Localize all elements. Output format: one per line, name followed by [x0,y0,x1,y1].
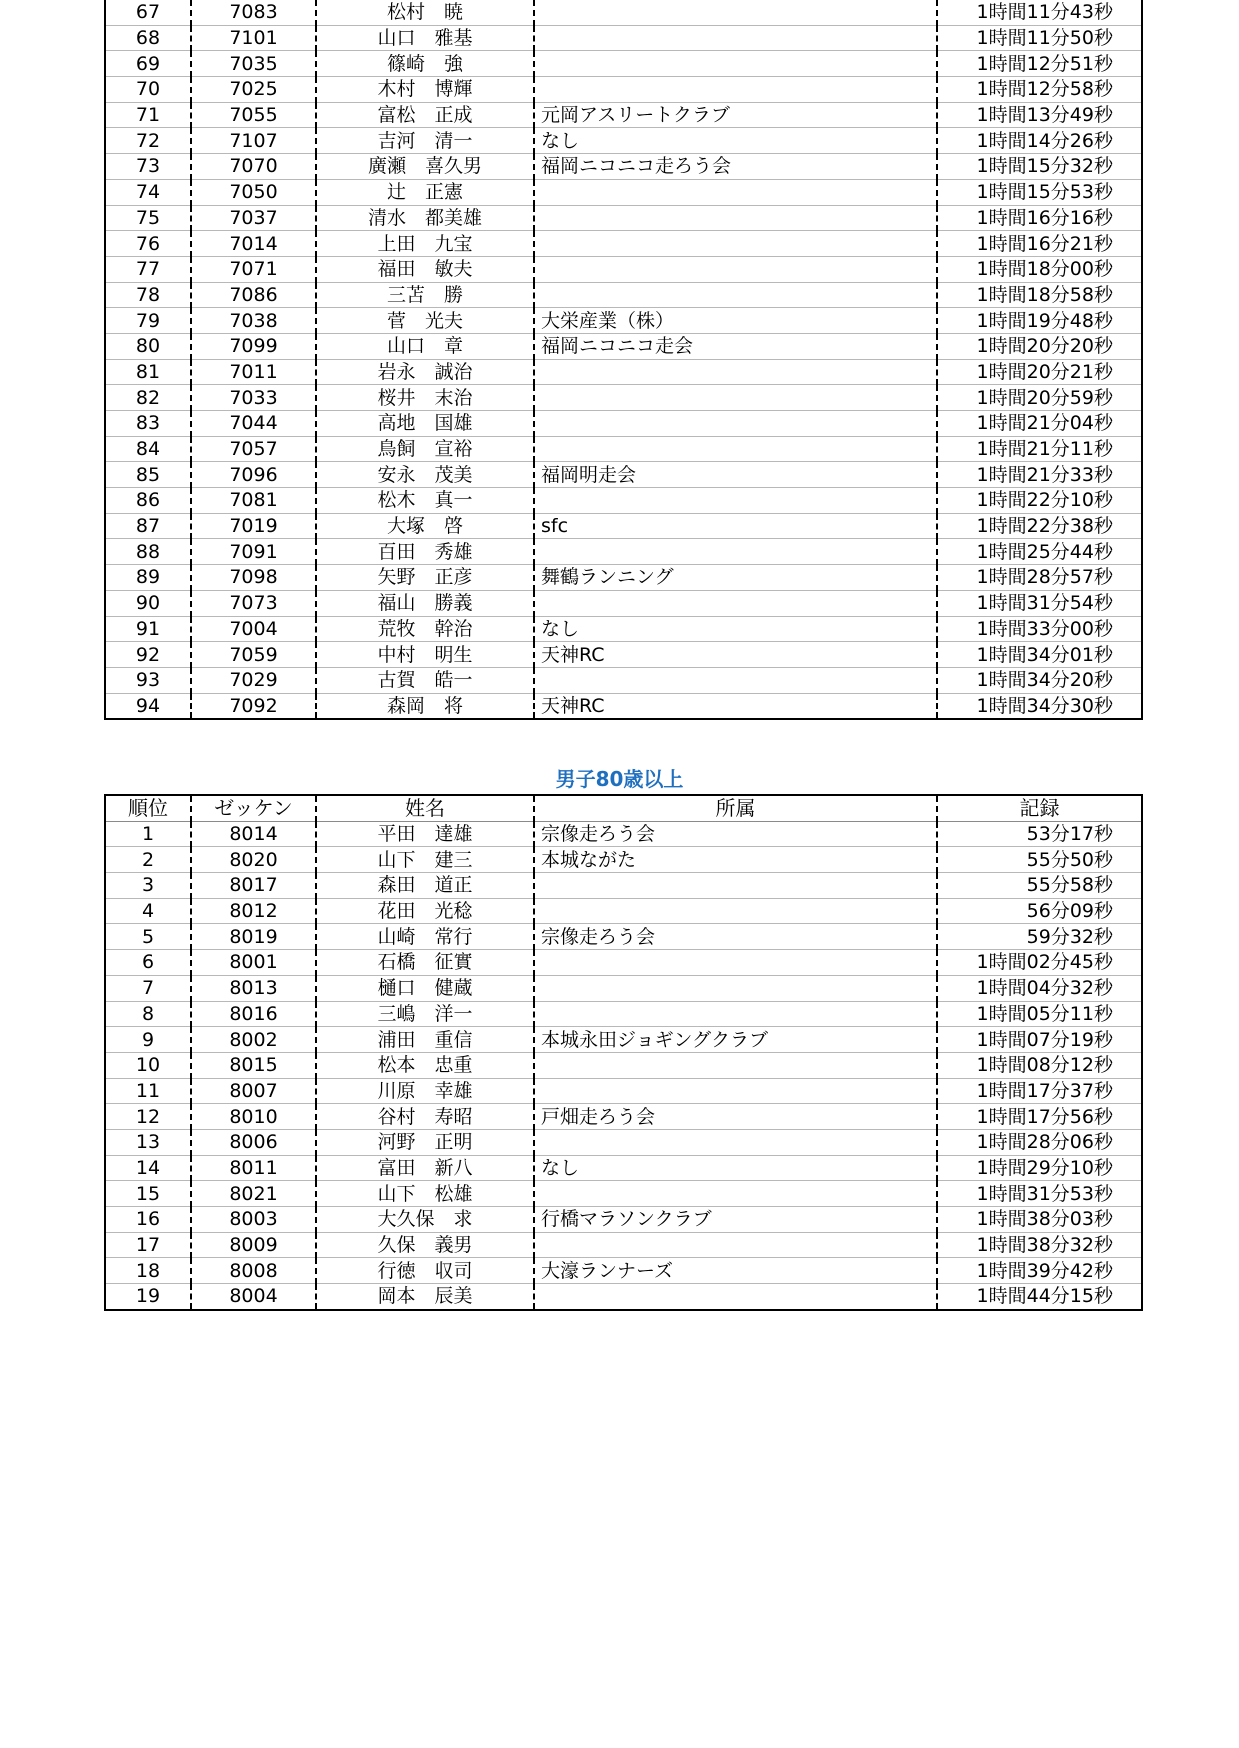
cell-club: 天神RC [534,693,937,719]
cell-club: 本城ながた [534,847,937,873]
cell-rank: 88 [105,539,191,565]
cell-club: 本城永田ジョギングクラブ [534,1027,937,1053]
cell-time: 55分58秒 [937,873,1142,899]
cell-bib: 8009 [191,1232,316,1258]
cell-bib: 8006 [191,1129,316,1155]
cell-club [534,385,937,411]
table-row [105,0,1142,25]
cell-bib: 7037 [191,205,316,231]
cell-club: 行橋マラソンクラブ [534,1207,937,1233]
cell-name: 谷村 寿昭 [316,1104,534,1130]
cell-name: 岩永 誠治 [316,359,534,385]
header-row [105,795,1142,821]
cell-rank: 80 [105,333,191,359]
cell-bib: 7057 [191,436,316,462]
cell-rank: 82 [105,385,191,411]
cell-bib: 7092 [191,693,316,719]
cell-club [534,667,937,693]
cell-name: 荒牧 幹治 [316,616,534,642]
cell-bib: 7099 [191,333,316,359]
table-row [105,205,1142,231]
cell-time: 1時間34分20秒 [937,667,1142,693]
cell-name: 清水 都美雄 [316,205,534,231]
cell-rank: 4 [105,898,191,924]
table-row [105,333,1142,359]
cell-bib: 7101 [191,25,316,51]
cell-name: 山下 松雄 [316,1181,534,1207]
cell-name: 大塚 啓 [316,513,534,539]
cell-bib: 8011 [191,1155,316,1181]
cell-time: 1時間31分54秒 [937,590,1142,616]
table-row [105,1232,1142,1258]
table-row [105,51,1142,77]
cell-name: 富田 新八 [316,1155,534,1181]
cell-rank: 77 [105,256,191,282]
cell-name: 廣瀬 喜久男 [316,154,534,180]
cell-time: 1時間44分15秒 [976,1285,1113,1308]
cell-club [534,488,937,514]
cell-rank: 72 [105,128,191,154]
table-row [105,590,1142,616]
cell-club: 福岡明走会 [534,462,937,488]
table-row [105,1258,1142,1284]
cell-bib: 7096 [191,462,316,488]
cell-club [534,1052,937,1078]
table-row [105,462,1142,488]
cell-club [534,25,937,51]
results-table-80-plus [104,794,1143,1311]
cell-rank: 16 [105,1207,191,1233]
cell-name: 吉河 清一 [316,128,534,154]
cell-rank: 2 [105,847,191,873]
cell-name: 樋口 健蔵 [316,975,534,1001]
table-row [105,1027,1142,1053]
cell-club [534,590,937,616]
cell-bib: 8007 [191,1078,316,1104]
table-row [105,667,1142,693]
cell-club: 福岡ニコニコ走会 [534,333,937,359]
cell-time: 1時間17分56秒 [937,1104,1142,1130]
cell-name: 桜井 末治 [316,385,534,411]
cell-rank: 87 [105,513,191,539]
cell-club [534,539,937,565]
results-table-continued [104,0,1143,720]
cell-time: 1時間07分19秒 [937,1027,1142,1053]
cell-club: 宗像走ろう会 [534,924,937,950]
table-row [105,539,1142,565]
cell-bib: 8020 [191,847,316,873]
cell-bib: 7050 [191,179,316,205]
cell-rank: 75 [105,205,191,231]
cell-name: 岡本 辰美 [316,1284,534,1310]
cell-name: 福山 勝義 [316,590,534,616]
cell-bib: 7004 [191,616,316,642]
cell-time: 55分50秒 [937,847,1142,873]
table-row [105,873,1142,899]
cell-time: 56分09秒 [937,898,1142,924]
cell-rank: 92 [105,642,191,668]
cell-rank: 17 [105,1232,191,1258]
cell-club [534,873,937,899]
cell-rank: 83 [105,411,191,437]
cell-rank: 12 [105,1104,191,1130]
table-row [105,565,1142,591]
cell-club [534,1001,937,1027]
table-row [105,256,1142,282]
cell-bib: 7059 [191,642,316,668]
table-row [105,1129,1142,1155]
cell-rank: 79 [105,308,191,334]
header-time: 記録 [937,795,1142,821]
cell-rank: 69 [105,51,191,77]
table-row [105,102,1142,128]
cell-time: 1時間22分10秒 [937,488,1142,514]
cell-bib: 7019 [191,513,316,539]
cell-name: 百田 秀雄 [316,539,534,565]
cell-name: 菅 光夫 [316,308,534,334]
cell-rank: 71 [105,102,191,128]
cell-time: 1時間38分03秒 [937,1207,1142,1233]
cell-time: 1時間18分00秒 [937,256,1142,282]
cell-time: 1時間19分48秒 [937,308,1142,334]
cell-club: 戸畑走ろう会 [534,1104,937,1130]
header-name: 姓名 [316,795,534,821]
cell-club: 大栄産業（株） [534,308,937,334]
cell-bib: 7029 [191,667,316,693]
cell-bib: 7014 [191,231,316,257]
table-row [105,847,1142,873]
cell-club: 元岡アスリートクラブ [534,102,937,128]
cell-rank: 91 [105,616,191,642]
cell-time: 1時間28分57秒 [937,565,1142,591]
cell-club: なし [534,616,937,642]
table-row [105,1181,1142,1207]
cell-bib: 8019 [191,924,316,950]
cell-club [534,282,937,308]
cell-rank: 68 [105,25,191,51]
table-row [105,231,1142,257]
cell-club: なし [534,1155,937,1181]
cell-club: 宗像走ろう会 [534,821,937,847]
cell-rank: 86 [105,488,191,514]
cell-bib: 7025 [191,77,316,103]
cell-rank: 5 [105,924,191,950]
cell-club: sfc [534,513,937,539]
table-row [105,488,1142,514]
cell-club [534,950,937,976]
table-row [105,513,1142,539]
cell-name: 森岡 将 [316,693,534,719]
cell-name: 中村 明生 [316,642,534,668]
header-rank: 順位 [105,795,191,821]
cell-name: 高地 国雄 [316,411,534,437]
cell-name: 木村 博輝 [316,77,534,103]
cell-name: 山下 建三 [316,847,534,873]
cell-rank: 10 [105,1052,191,1078]
cell-rank: 18 [105,1258,191,1284]
cell-name: 平田 達雄 [316,821,534,847]
cell-time: 1時間16分21秒 [937,231,1142,257]
cell-rank: 84 [105,436,191,462]
cell-name: 矢野 正彦 [316,565,534,591]
cell-time: 1時間25分44秒 [937,539,1142,565]
cell-club: 舞鶴ランニング [534,565,937,591]
table-row [105,924,1142,950]
cell-name: 川原 幸雄 [316,1078,534,1104]
cell-club: 天神RC [534,642,937,668]
cell-name: 古賀 皓一 [316,667,534,693]
cell-rank: 93 [105,667,191,693]
table-row [105,616,1142,642]
cell-time: 1時間05分11秒 [937,1001,1142,1027]
cell-bib: 7107 [191,128,316,154]
cell-club [534,77,937,103]
cell-name: 辻 正憲 [316,179,534,205]
cell-club [534,975,937,1001]
cell-club: 福岡ニコニコ走ろう会 [534,154,937,180]
cell-club [534,256,937,282]
cell-time: 1時間15分53秒 [937,179,1142,205]
cell-rank: 70 [105,77,191,103]
cell-bib: 7083 [191,0,316,25]
cell-bib: 8021 [191,1181,316,1207]
cell-club: なし [534,128,937,154]
table-row [105,1284,1142,1310]
cell-name: 山口 雅基 [316,25,534,51]
cell-name: 行徳 収司 [316,1258,534,1284]
table-row [105,693,1142,719]
cell-name: 森田 道正 [316,873,534,899]
table-row [105,308,1142,334]
cell-time: 1時間12分51秒 [937,51,1142,77]
table-row [105,359,1142,385]
table-row [105,77,1142,103]
cell-club [534,1078,937,1104]
cell-club [534,179,937,205]
cell-rank: 85 [105,462,191,488]
table-row [105,154,1142,180]
table-row [105,950,1142,976]
table-row [105,385,1142,411]
header-bib: ゼッケン [191,795,316,821]
cell-rank: 78 [105,282,191,308]
cell-rank: 67 [105,0,191,25]
cell-time: 1時間20分20秒 [937,333,1142,359]
table-row [105,975,1142,1001]
results-table-body [105,0,1142,719]
cell-bib: 7081 [191,488,316,514]
cell-time: 1時間21分11秒 [937,436,1142,462]
cell-name: 上田 九宝 [316,231,534,257]
cell-rank: 74 [105,179,191,205]
cell-bib: 7011 [191,359,316,385]
cell-rank: 8 [105,1001,191,1027]
cell-time: 1時間28分06秒 [937,1129,1142,1155]
cell-rank: 14 [105,1155,191,1181]
cell-rank: 76 [105,231,191,257]
cell-time: 1時間14分26秒 [937,128,1142,154]
cell-time: 53分17秒 [937,821,1142,847]
cell-club [534,231,937,257]
cell-rank: 13 [105,1129,191,1155]
cell-name: 富松 正成 [316,102,534,128]
cell-name: 福田 敏夫 [316,256,534,282]
cell-bib: 7033 [191,385,316,411]
cell-club [534,411,937,437]
cell-club [534,205,937,231]
cell-name: 大久保 求 [316,1207,534,1233]
cell-club [534,1129,937,1155]
cell-time: 1時間21分33秒 [937,462,1142,488]
cell-time: 1時間22分38秒 [937,513,1142,539]
cell-rank: 1 [105,821,191,847]
cell-bib: 8013 [191,975,316,1001]
cell-time: 1時間33分00秒 [937,616,1142,642]
cell-time: 1時間34分01秒 [937,642,1142,668]
cell-time: 59分32秒 [937,924,1142,950]
cell-time: 1時間17分37秒 [937,1078,1142,1104]
cell-time: 1時間34分30秒 [976,694,1113,717]
cell-time: 1時間12分58秒 [937,77,1142,103]
cell-bib: 8015 [191,1052,316,1078]
cell-rank: 73 [105,154,191,180]
cell-rank: 15 [105,1181,191,1207]
cell-rank: 6 [105,950,191,976]
cell-bib: 8014 [191,821,316,847]
cell-rank: 81 [105,359,191,385]
cell-time: 1時間18分58秒 [937,282,1142,308]
cell-rank: 89 [105,565,191,591]
table-row [105,1001,1142,1027]
cell-time: 1時間29分10秒 [937,1155,1142,1181]
cell-name: 松村 暁 [316,0,534,25]
cell-bib: 7073 [191,590,316,616]
cell-club [534,51,937,77]
table-row [105,1104,1142,1130]
cell-bib: 7098 [191,565,316,591]
table-row [105,642,1142,668]
cell-time: 1時間31分53秒 [937,1181,1142,1207]
cell-bib: 7070 [191,154,316,180]
cell-rank: 90 [105,590,191,616]
cell-bib: 7071 [191,256,316,282]
table-row [105,1155,1142,1181]
cell-bib: 8004 [191,1284,316,1310]
results-table-body [105,821,1142,1310]
cell-bib: 7044 [191,411,316,437]
cell-bib: 8016 [191,1001,316,1027]
cell-rank: 3 [105,873,191,899]
cell-time: 1時間02分45秒 [937,950,1142,976]
cell-name: 河野 正明 [316,1129,534,1155]
table-row [105,282,1142,308]
header-club: 所属 [534,795,937,821]
table-row [105,821,1142,847]
table-row [105,128,1142,154]
cell-name: 山崎 常行 [316,924,534,950]
cell-time: 1時間20分59秒 [937,385,1142,411]
cell-name: 久保 義男 [316,1232,534,1258]
cell-club [534,1181,937,1207]
table-row [105,179,1142,205]
cell-rank: 94 [105,693,191,719]
cell-time: 1時間04分32秒 [937,975,1142,1001]
table-row [105,411,1142,437]
cell-bib: 7035 [191,51,316,77]
cell-bib: 8001 [191,950,316,976]
cell-rank: 7 [105,975,191,1001]
table-row [105,25,1142,51]
cell-bib: 8010 [191,1104,316,1130]
cell-name: 浦田 重信 [316,1027,534,1053]
cell-time: 1時間21分04秒 [937,411,1142,437]
cell-time: 1時間39分42秒 [937,1258,1142,1284]
cell-time: 1時間11分43秒 [937,0,1142,25]
cell-name: 安永 茂美 [316,462,534,488]
cell-name: 三嶋 洋一 [316,1001,534,1027]
cell-name: 三苫 勝 [316,282,534,308]
table-row [105,1052,1142,1078]
cell-name: 篠崎 強 [316,51,534,77]
cell-bib: 8012 [191,898,316,924]
table-row [105,1078,1142,1104]
cell-time: 1時間13分49秒 [937,102,1142,128]
cell-club: 大濠ランナーズ [534,1258,937,1284]
cell-name: 松本 忠重 [316,1052,534,1078]
cell-time: 1時間11分50秒 [937,25,1142,51]
section-title: 男子80歳以上 [555,767,684,791]
cell-name: 山口 章 [316,333,534,359]
cell-name: 花田 光稔 [316,898,534,924]
cell-time: 1時間38分32秒 [937,1232,1142,1258]
cell-time: 1時間16分16秒 [937,205,1142,231]
cell-rank: 9 [105,1027,191,1053]
cell-bib: 8017 [191,873,316,899]
cell-bib: 7055 [191,102,316,128]
cell-bib: 8003 [191,1207,316,1233]
cell-club [534,1284,937,1310]
cell-name: 石橋 征實 [316,950,534,976]
table-row [105,1207,1142,1233]
cell-time: 1時間08分12秒 [937,1052,1142,1078]
cell-club [534,436,937,462]
cell-bib: 7091 [191,539,316,565]
cell-bib: 7086 [191,282,316,308]
cell-club [534,898,937,924]
table-row [105,436,1142,462]
cell-rank: 19 [105,1284,191,1310]
cell-bib: 7038 [191,308,316,334]
table-row [105,898,1142,924]
cell-time: 1時間20分21秒 [937,359,1142,385]
cell-name: 鳥飼 宣裕 [316,436,534,462]
cell-bib: 8008 [191,1258,316,1284]
cell-name: 松木 真一 [316,488,534,514]
cell-club [534,0,937,25]
cell-club [534,359,937,385]
cell-bib: 8002 [191,1027,316,1053]
cell-club [534,1232,937,1258]
cell-rank: 11 [105,1078,191,1104]
cell-time: 1時間15分32秒 [937,154,1142,180]
